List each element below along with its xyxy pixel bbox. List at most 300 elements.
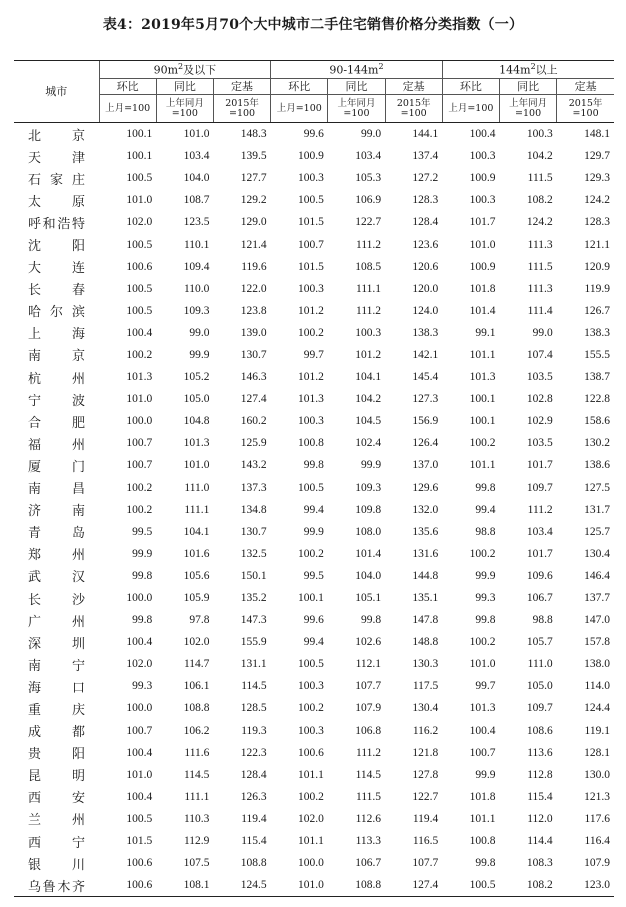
index-value: 100.2 <box>126 348 153 361</box>
index-value: 104.1 <box>183 525 210 538</box>
index-value: 100.5 <box>126 172 153 185</box>
sub-header-yoy: 同比 <box>156 79 213 95</box>
index-value: 109.7 <box>526 702 553 715</box>
group-header-medium: $90-144m^2$ <box>271 61 443 79</box>
index-value: 108.6 <box>526 724 553 737</box>
index-value: 106.7 <box>526 592 553 605</box>
table-row <box>14 631 614 653</box>
index-value: 100.3 <box>297 415 324 428</box>
index-value: 111.4 <box>527 304 553 317</box>
table-row <box>14 742 614 764</box>
index-value: 124.2 <box>526 216 553 229</box>
city-name: 厦门 <box>28 459 86 475</box>
index-value: 112.8 <box>527 768 553 781</box>
index-value: 109.7 <box>526 481 553 494</box>
index-value: 130.3 <box>412 658 439 671</box>
index-value: 121.4 <box>240 238 267 251</box>
index-value: 102.8 <box>526 393 553 406</box>
index-value: 129.7 <box>584 150 610 163</box>
index-value: 99.8 <box>132 614 153 627</box>
index-value: 112.6 <box>355 812 382 825</box>
index-value: 100.0 <box>126 592 153 605</box>
city-name: 贵阳 <box>28 747 86 763</box>
index-value: 128.3 <box>412 194 439 207</box>
index-value: 111.3 <box>527 238 553 251</box>
index-value: 123.8 <box>240 304 267 317</box>
index-value: 139.0 <box>240 326 267 339</box>
index-value: 101.0 <box>183 459 210 472</box>
index-value: 119.3 <box>241 724 267 737</box>
index-value: 100.7 <box>126 437 153 450</box>
index-value: 130.4 <box>412 702 439 715</box>
index-value: 131.7 <box>584 503 610 516</box>
index-value: 129.3 <box>584 172 610 185</box>
base-label-fixed: 2015年=100 <box>213 95 270 123</box>
table-row <box>14 344 614 366</box>
index-value: 158.6 <box>584 415 610 428</box>
index-value: 101.8 <box>469 790 496 803</box>
index-value: 121.8 <box>412 746 439 759</box>
index-value: 101.3 <box>297 393 324 406</box>
index-value: 101.1 <box>469 459 496 472</box>
index-value: 122.7 <box>412 790 439 803</box>
index-value: 144.8 <box>412 569 439 582</box>
base-label-yoy: 上年同月=100 <box>499 95 556 123</box>
index-value: 99.9 <box>360 459 382 472</box>
index-value: 130.7 <box>240 525 267 538</box>
index-value: 123.5 <box>183 216 210 229</box>
index-value: 142.1 <box>412 348 439 361</box>
index-value: 132.5 <box>240 547 267 560</box>
index-value: 150.1 <box>240 569 267 582</box>
index-value: 113.6 <box>527 746 553 759</box>
table-row <box>14 499 614 521</box>
index-value: 122.8 <box>584 393 610 406</box>
index-value: 128.5 <box>240 702 267 715</box>
index-value: 137.7 <box>584 592 610 605</box>
index-value: 144.1 <box>412 128 439 141</box>
index-value: 101.4 <box>355 547 382 560</box>
index-value: 100.2 <box>297 702 324 715</box>
index-value: 104.8 <box>183 415 210 428</box>
index-value: 114.5 <box>355 768 382 781</box>
index-value: 130.0 <box>584 768 610 781</box>
index-value: 100.0 <box>126 702 153 715</box>
index-value: 157.8 <box>584 636 610 649</box>
index-value: 116.4 <box>584 835 610 848</box>
index-value: 105.0 <box>526 680 553 693</box>
index-value: 100.1 <box>469 393 496 406</box>
index-value: 100.9 <box>297 150 324 163</box>
index-value: 155.9 <box>240 636 267 649</box>
table-row <box>14 609 614 631</box>
index-value: 128.4 <box>240 768 267 781</box>
index-value: 101.4 <box>469 304 496 317</box>
index-value: 109.8 <box>355 503 382 516</box>
index-value: 130.7 <box>240 348 267 361</box>
city-name: 杭州 <box>28 371 86 387</box>
base-label-fixed: 2015年=100 <box>557 95 614 123</box>
index-value: 135.1 <box>412 592 439 605</box>
table-row <box>14 167 614 189</box>
city-name: 长春 <box>28 283 86 299</box>
city-name: 石家庄 <box>28 172 86 188</box>
table-row <box>14 322 614 344</box>
index-value: 112.9 <box>183 835 210 848</box>
sub-header-yoy: 同比 <box>328 79 385 95</box>
index-value: 112.0 <box>527 812 553 825</box>
table-body <box>14 123 614 897</box>
index-value: 129.2 <box>240 194 267 207</box>
index-value: 125.9 <box>240 437 267 450</box>
index-value: 104.1 <box>355 371 382 384</box>
index-value: 101.0 <box>271 874 328 897</box>
index-value: 148.1 <box>584 128 610 141</box>
table-row <box>14 565 614 587</box>
index-value: 100.6 <box>126 260 153 273</box>
index-value: 134.8 <box>240 503 267 516</box>
index-value: 138.6 <box>584 459 610 472</box>
index-value: 107.9 <box>584 857 610 870</box>
city-name: 大连 <box>28 261 86 277</box>
index-value: 107.5 <box>183 857 210 870</box>
index-value: 107.7 <box>412 857 439 870</box>
index-value: 120.0 <box>412 282 439 295</box>
index-value: 119.4 <box>241 812 267 825</box>
index-value: 101.7 <box>526 459 553 472</box>
index-value: 114.5 <box>241 680 267 693</box>
index-value: 103.4 <box>183 150 210 163</box>
index-value: 111.5 <box>527 172 553 185</box>
index-value: 100.5 <box>126 238 153 251</box>
index-value: 101.0 <box>126 393 153 406</box>
base-label-mom: 上月=100 <box>99 95 156 123</box>
sub-header-mom: 环比 <box>271 79 328 95</box>
city-name: 北京 <box>28 128 86 144</box>
index-value: 109.4 <box>183 260 210 273</box>
index-value: 100.4 <box>126 326 153 339</box>
index-value: 115.4 <box>527 790 553 803</box>
table-row <box>14 145 614 167</box>
index-value: 99.9 <box>189 348 210 361</box>
index-value: 100.3 <box>297 172 324 185</box>
index-value: 101.0 <box>469 658 496 671</box>
index-value: 102.4 <box>355 437 382 450</box>
index-value: 105.6 <box>183 569 210 582</box>
table-row <box>14 830 614 852</box>
index-value: 108.5 <box>355 260 382 273</box>
index-value: 100.2 <box>297 790 324 803</box>
index-value: 99.9 <box>475 768 496 781</box>
table-row <box>14 211 614 233</box>
index-value: 101.3 <box>183 437 210 450</box>
index-value: 130.2 <box>584 437 610 450</box>
index-value: 147.0 <box>584 614 610 627</box>
index-value: 109.6 <box>526 569 553 582</box>
index-value: 99.9 <box>132 547 153 560</box>
index-value: 108.3 <box>526 857 553 870</box>
city-name: 哈尔滨 <box>28 305 86 321</box>
index-value: 130.4 <box>584 547 610 560</box>
index-value: 101.5 <box>297 260 324 273</box>
index-value: 101.0 <box>183 128 210 141</box>
index-value: 100.9 <box>469 172 496 185</box>
city-column-header: 城市 <box>14 61 99 123</box>
index-value: 99.8 <box>475 857 496 870</box>
table-row <box>14 189 614 211</box>
index-value: 122.0 <box>240 282 267 295</box>
index-value: 155.5 <box>584 348 610 361</box>
index-value: 100.3 <box>297 282 324 295</box>
index-value: 121.1 <box>584 238 610 251</box>
index-value: 111.1 <box>184 790 210 803</box>
index-value: 105.1 <box>355 592 382 605</box>
index-value: 111.1 <box>356 282 382 295</box>
index-value: 122.3 <box>240 746 267 759</box>
index-value: 100.2 <box>469 437 496 450</box>
index-value: 110.3 <box>183 812 210 825</box>
index-value: 107.9 <box>355 702 382 715</box>
city-name: 成都 <box>28 725 86 741</box>
index-value: 101.5 <box>297 216 324 229</box>
index-value: 131.6 <box>412 547 439 560</box>
index-value: 129.0 <box>240 216 267 229</box>
index-value: 101.6 <box>183 547 210 560</box>
index-value: 100.6 <box>99 874 156 897</box>
base-label-yoy: 上年同月=100 <box>328 95 385 123</box>
table-row <box>14 256 614 278</box>
index-value: 101.0 <box>469 238 496 251</box>
city-name: 西宁 <box>28 835 86 851</box>
index-value: 108.7 <box>183 194 210 207</box>
index-value: 100.7 <box>126 724 153 737</box>
city-name: 乌鲁木齐 <box>14 874 99 897</box>
index-value: 100.5 <box>442 874 499 897</box>
index-value: 106.8 <box>355 724 382 737</box>
index-value: 111.0 <box>527 658 553 671</box>
index-value: 100.3 <box>355 326 382 339</box>
table-row <box>14 587 614 609</box>
city-name: 合肥 <box>28 415 86 431</box>
index-value: 111.2 <box>356 238 382 251</box>
index-value: 143.2 <box>240 459 267 472</box>
index-value: 114.7 <box>183 658 210 671</box>
index-value: 111.5 <box>527 260 553 273</box>
index-value: 100.4 <box>126 636 153 649</box>
index-value: 138.3 <box>412 326 439 339</box>
index-value: 106.7 <box>355 857 382 870</box>
index-value: 124.0 <box>412 304 439 317</box>
index-value: 111.2 <box>356 746 382 759</box>
index-value: 119.9 <box>584 282 610 295</box>
index-value: 99.7 <box>475 680 496 693</box>
index-value: 101.3 <box>469 702 496 715</box>
city-name: 天津 <box>28 150 86 166</box>
index-value: 99.4 <box>303 636 324 649</box>
index-value: 156.9 <box>412 415 439 428</box>
index-value: 108.8 <box>240 857 267 870</box>
index-value: 138.7 <box>584 371 610 384</box>
page-title: 表4：2019年5月70个大中城市二手住宅销售价格分类指数（一） <box>102 17 524 33</box>
index-value: 100.6 <box>297 746 324 759</box>
city-name: 昆明 <box>28 769 86 785</box>
index-value: 108.0 <box>355 525 382 538</box>
index-value: 100.3 <box>297 680 324 693</box>
index-value: 135.2 <box>240 592 267 605</box>
city-name: 南宁 <box>28 658 86 674</box>
index-value: 101.5 <box>126 835 153 848</box>
index-value: 119.1 <box>584 724 610 737</box>
index-value: 101.2 <box>297 371 324 384</box>
price-index-table <box>14 60 614 897</box>
index-value: 103.5 <box>526 437 553 450</box>
index-value: 147.8 <box>412 614 439 627</box>
index-value: 99.8 <box>475 614 496 627</box>
index-value: 108.8 <box>183 702 210 715</box>
index-value: 124.2 <box>584 194 610 207</box>
index-value: 146.4 <box>584 569 610 582</box>
index-value: 99.0 <box>360 128 382 141</box>
index-value: 104.0 <box>355 569 382 582</box>
table-row <box>14 697 614 719</box>
index-value: 146.3 <box>240 371 267 384</box>
index-value: 114.0 <box>584 680 610 693</box>
index-value: 128.3 <box>584 216 610 229</box>
sub-header-mom: 环比 <box>442 79 499 95</box>
index-value: 108.8 <box>328 874 385 897</box>
index-value: 138.3 <box>584 326 610 339</box>
index-value: 101.2 <box>297 304 324 317</box>
city-name: 广州 <box>28 614 86 630</box>
index-value: 99.8 <box>303 459 324 472</box>
index-value: 100.8 <box>469 835 496 848</box>
table-row <box>14 808 614 830</box>
index-value: 101.8 <box>469 282 496 295</box>
index-value: 99.7 <box>303 348 324 361</box>
index-value: 99.8 <box>360 614 382 627</box>
index-value: 99.1 <box>475 326 496 339</box>
index-value: 102.0 <box>126 216 153 229</box>
city-name: 西安 <box>28 791 86 807</box>
index-value: 100.3 <box>297 724 324 737</box>
index-value: 114.4 <box>527 835 553 848</box>
index-value: 124.4 <box>584 702 610 715</box>
index-value: 119.4 <box>412 812 439 825</box>
index-value: 101.7 <box>526 547 553 560</box>
base-label-mom: 上月=100 <box>442 95 499 123</box>
city-name: 兰州 <box>28 813 86 829</box>
index-value: 101.1 <box>469 348 496 361</box>
index-value: 126.7 <box>584 304 610 317</box>
index-value: 112.1 <box>355 658 382 671</box>
index-value: 102.0 <box>297 812 324 825</box>
index-value: 103.4 <box>526 525 553 538</box>
table-row <box>14 874 614 897</box>
index-value: 100.1 <box>126 128 153 141</box>
index-value: 100.1 <box>126 150 153 163</box>
index-value: 99.3 <box>475 592 496 605</box>
table-row <box>14 764 614 786</box>
city-name: 郑州 <box>28 548 86 564</box>
index-value: 117.6 <box>584 812 610 825</box>
table-row <box>14 653 614 675</box>
index-value: 135.6 <box>412 525 439 538</box>
table-row <box>14 278 614 300</box>
table-row <box>14 432 614 454</box>
index-value: 105.7 <box>526 636 553 649</box>
table-row <box>14 454 614 476</box>
index-value: 122.7 <box>355 216 382 229</box>
index-value: 100.3 <box>469 194 496 207</box>
table-row <box>14 521 614 543</box>
index-value: 115.4 <box>241 835 267 848</box>
index-value: 107.7 <box>355 680 382 693</box>
index-value: 129.6 <box>412 481 439 494</box>
index-value: 100.5 <box>126 812 153 825</box>
index-value: 99.8 <box>475 481 496 494</box>
index-value: 128.1 <box>584 746 610 759</box>
index-value: 109.3 <box>183 304 210 317</box>
index-value: 127.4 <box>385 874 442 897</box>
index-value: 106.1 <box>183 680 210 693</box>
city-name: 沈阳 <box>28 239 86 255</box>
base-label-fixed: 2015年=100 <box>385 95 442 123</box>
index-value: 103.5 <box>526 371 553 384</box>
index-value: 99.4 <box>303 503 324 516</box>
index-value: 111.2 <box>356 304 382 317</box>
index-value: 127.3 <box>412 393 439 406</box>
table-row <box>14 720 614 742</box>
index-value: 126.3 <box>240 790 267 803</box>
index-value: 100.7 <box>469 746 496 759</box>
index-value: 101.0 <box>126 194 153 207</box>
base-label-yoy: 上年同月=100 <box>156 95 213 123</box>
index-value: 111.5 <box>356 790 382 803</box>
index-value: 101.1 <box>469 812 496 825</box>
index-value: 97.8 <box>189 614 210 627</box>
index-value: 100.3 <box>469 150 496 163</box>
index-value: 105.0 <box>183 393 210 406</box>
city-name: 呼和浩特 <box>28 216 86 232</box>
index-value: 100.1 <box>297 592 324 605</box>
city-name: 上海 <box>28 327 86 343</box>
index-value: 99.0 <box>532 326 553 339</box>
index-value: 127.8 <box>412 768 439 781</box>
index-value: 132.0 <box>412 503 439 516</box>
index-value: 127.2 <box>412 172 439 185</box>
city-name: 福州 <box>28 437 86 453</box>
city-name: 南京 <box>28 349 86 365</box>
table-row <box>14 543 614 565</box>
city-name: 南昌 <box>28 482 86 498</box>
index-value: 137.4 <box>412 150 439 163</box>
index-value: 102.0 <box>183 636 210 649</box>
index-value: 98.8 <box>532 614 553 627</box>
table-row <box>14 233 614 255</box>
index-value: 100.0 <box>126 415 153 428</box>
index-value: 116.5 <box>412 835 439 848</box>
index-value: 100.6 <box>126 857 153 870</box>
index-value: 111.0 <box>184 481 210 494</box>
index-value: 131.1 <box>240 658 267 671</box>
city-name: 武汉 <box>28 570 86 586</box>
sub-header-fixed: 定基 <box>557 79 614 95</box>
index-value: 113.3 <box>355 835 382 848</box>
city-name: 宁波 <box>28 393 86 409</box>
index-value: 100.5 <box>297 481 324 494</box>
index-value: 101.2 <box>355 348 382 361</box>
index-value: 100.4 <box>126 790 153 803</box>
